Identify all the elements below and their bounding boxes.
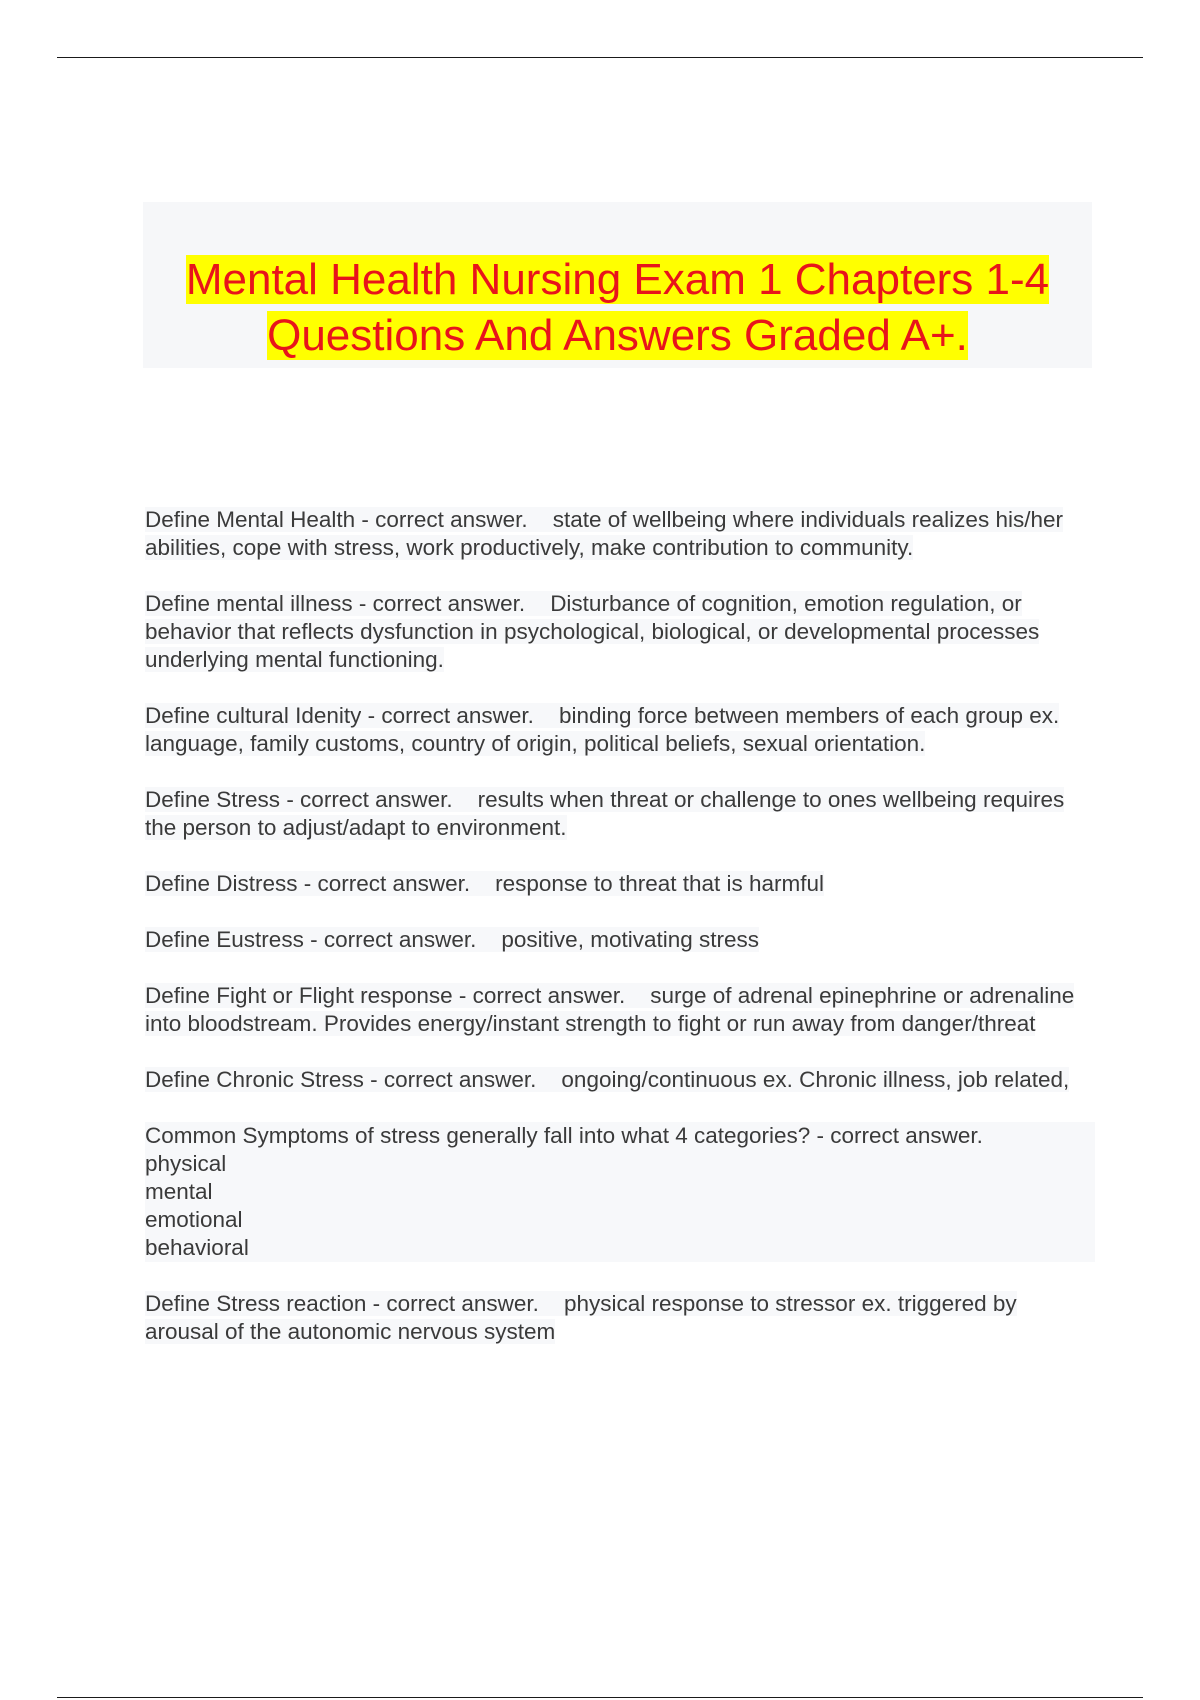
question: Define cultural Idenity [145,703,362,728]
question: Define Eustress [145,927,304,952]
answer: positive, motivating stress [501,927,760,952]
separator: - correct answer. [280,787,453,812]
separator: - correct answer. [366,1291,539,1316]
answer: results when threat or challenge to ones wellbeing requires the person to adjust/adapt to environment. [145,787,1065,840]
question: Define Stress reaction [145,1291,367,1316]
question: Define Fight or Flight response [145,983,453,1008]
question: Define Mental Health [145,507,356,532]
answer-line: behavioral [145,1235,249,1260]
answer: state of wellbeing where individuals realizes his/her abilities, cope with stress, work productively, make contribution to community. [145,507,1063,560]
answer: surge of adrenal epinephrine or adrenaline into bloodstream. Provides energy/instant strength to fight or run away from danger/threat [145,983,1075,1036]
title-block [143,202,1092,368]
question: Define mental illness [145,591,353,616]
title-text: Mental Health Nursing Exam 1 Chapters 1-4 Questions And Answers Graded A+. [185,255,1050,360]
separator: - correct answer. [452,983,626,1008]
question: Define Stress [145,787,281,812]
answer: binding force between members of each group ex. language, family customs, country of origin, political beliefs, sexual orientation. [145,703,1060,756]
qa-item [145,702,1095,758]
qa-item [145,982,1095,1038]
separator: - correct answer. [361,703,534,728]
qa-item [145,1122,1095,1262]
qa-item [145,786,1095,842]
separator: - correct answer. [303,927,477,952]
answer: ongoing/continuous ex. Chronic illness, job related, [561,1067,1070,1092]
answer-line: mental [145,1179,213,1204]
qa-item [145,1290,1095,1346]
question: Define Distress [145,871,298,896]
separator: - correct answer. [352,591,526,616]
top-rule [57,57,1143,58]
qa-item [145,926,1095,954]
qa-list [145,506,1095,1374]
separator: - correct answer. [297,871,471,896]
document-title [143,252,1092,364]
answer: Disturbance of cognition, emotion regulation, or behavior that reflects dysfunction in psychological, biological, or developmental processes underlying mental functioning. [145,591,1040,672]
answer: response to threat that is harmful [495,871,825,896]
question: Define Chronic Stress [145,1067,364,1092]
qa-item [145,590,1095,674]
question: Common Symptoms of stress generally fall into what 4 categories? [145,1123,811,1148]
qa-item [145,506,1095,562]
bottom-rule [57,1697,1143,1698]
qa-item [145,1066,1095,1094]
answer-line: emotional [145,1207,243,1232]
answer-line: physical [145,1151,227,1176]
answer: physical response to stressor ex. triggered by arousal of the autonomic nervous system [145,1291,1017,1344]
separator: - correct answer. [355,507,528,532]
separator: - correct answer. [363,1067,537,1092]
qa-item [145,870,1095,898]
separator: - correct answer. [810,1123,983,1148]
